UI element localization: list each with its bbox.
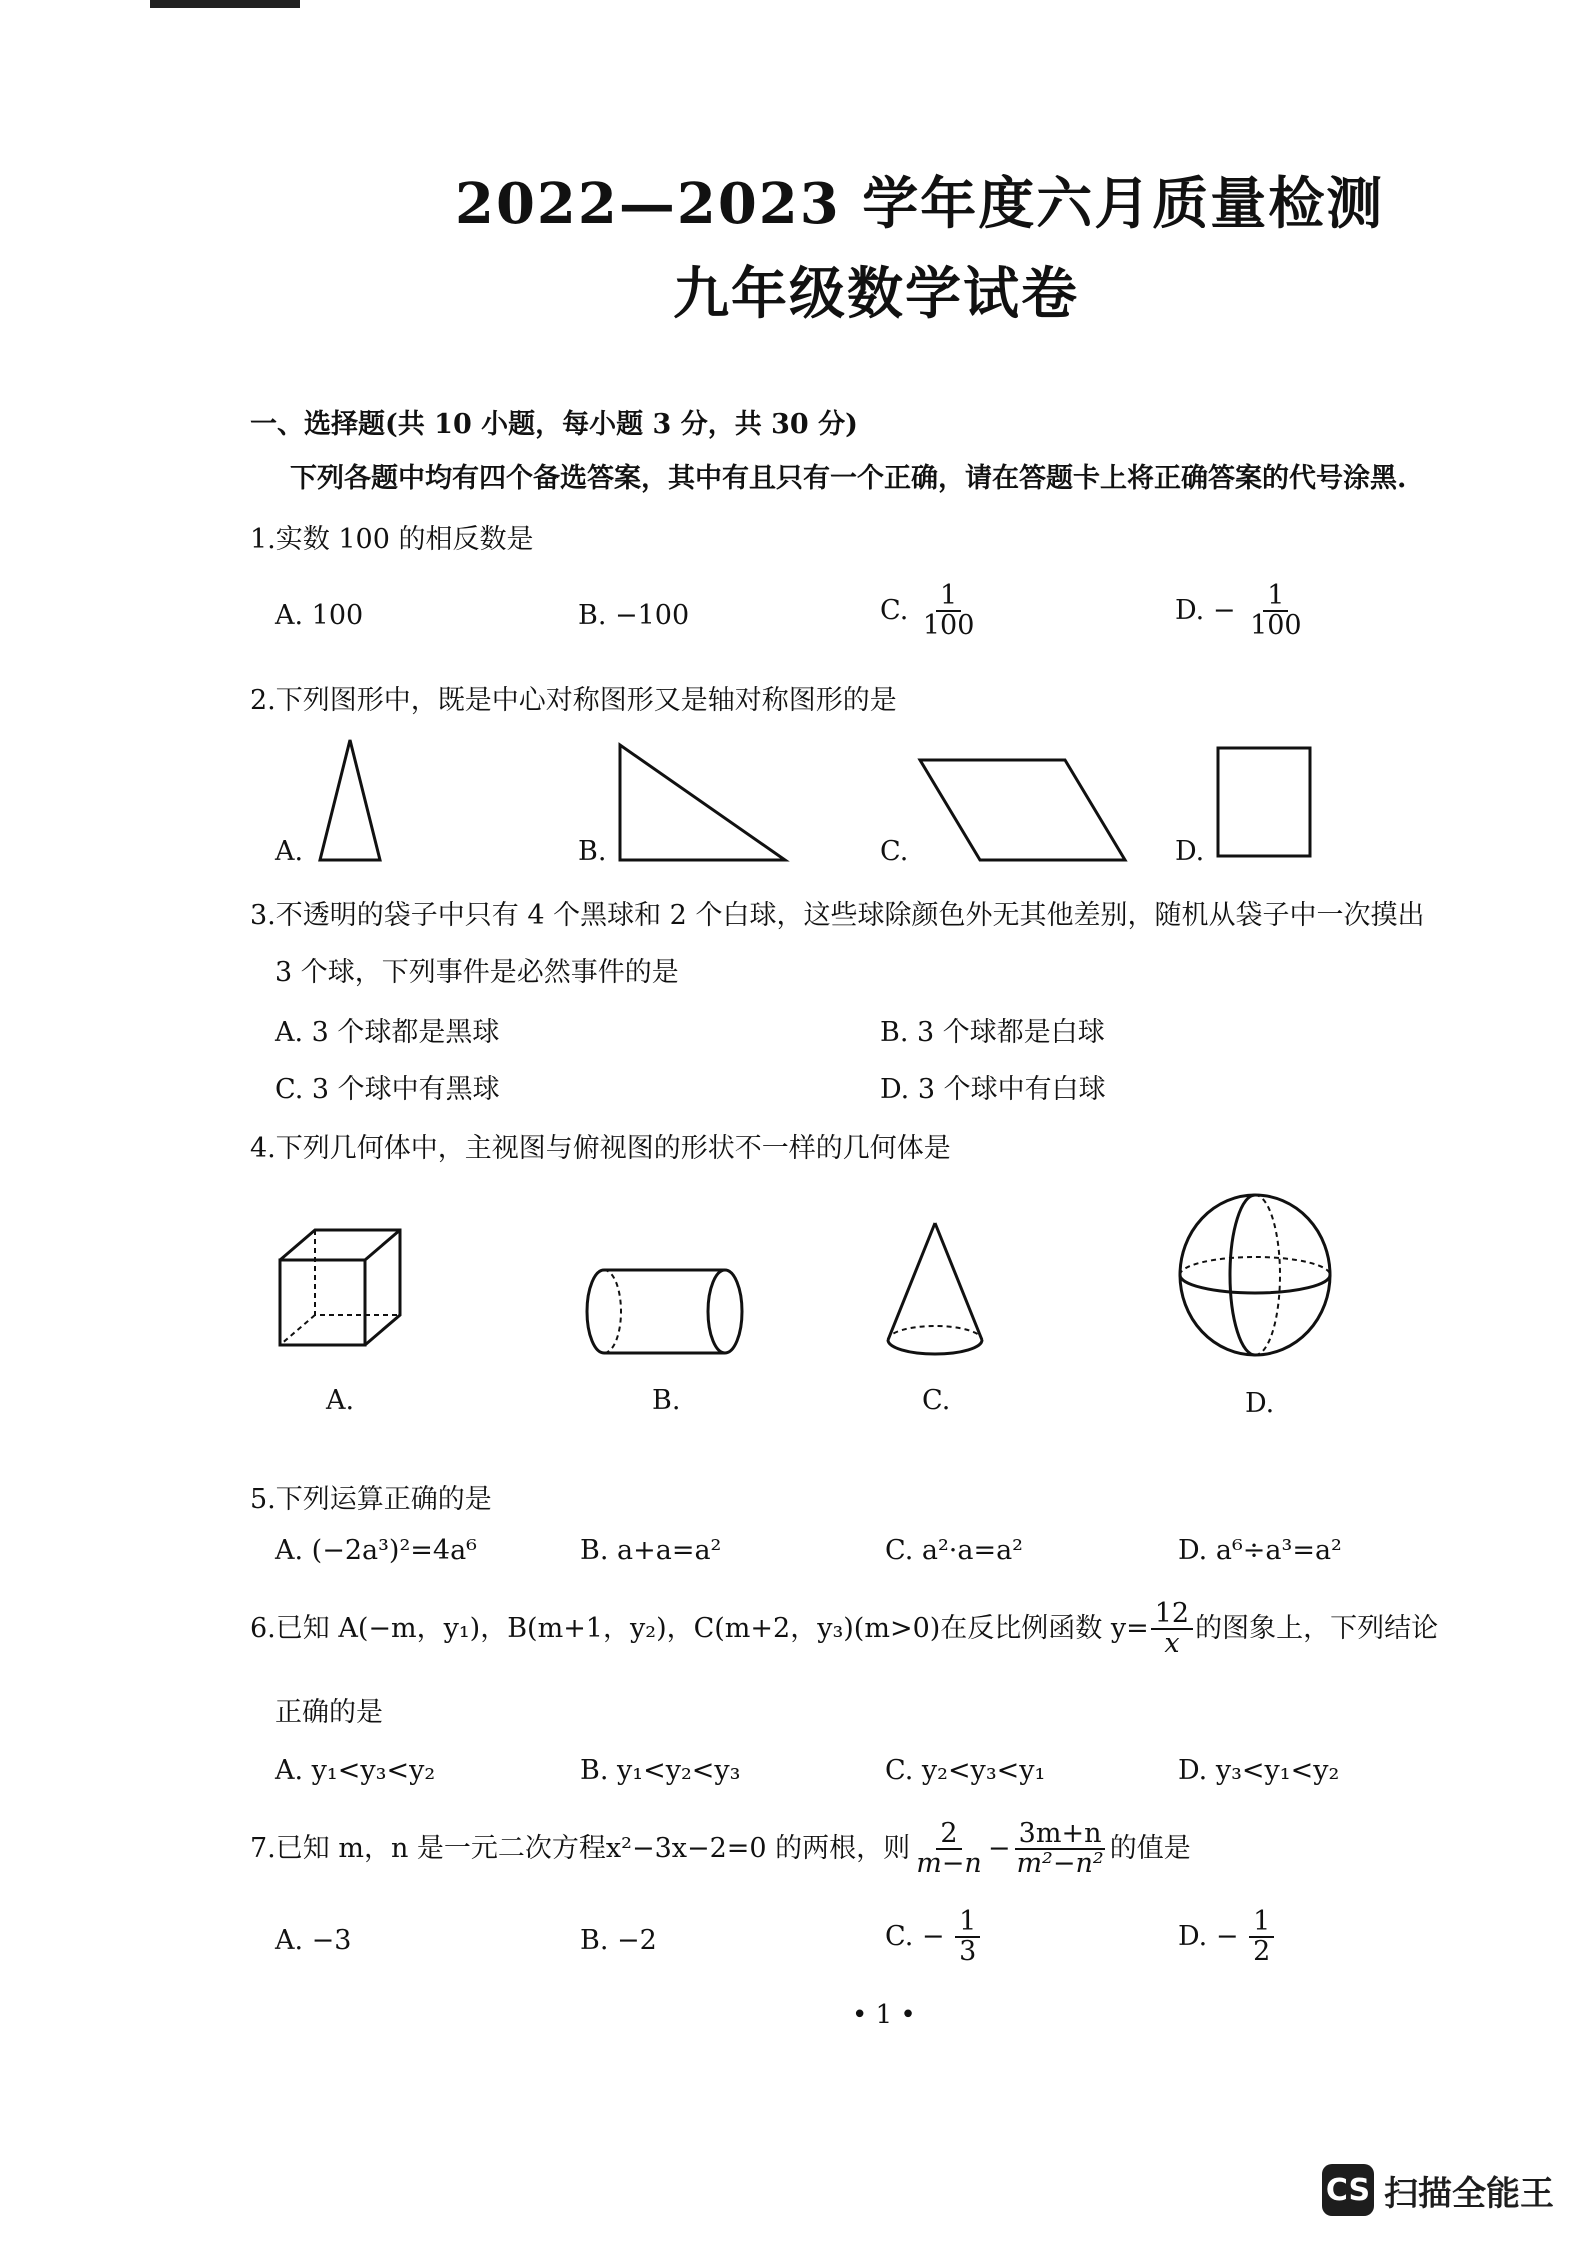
q6-option-b: B. y₁<y₂<y₃ xyxy=(580,1755,741,1786)
q6-option-a: A. y₁<y₃<y₂ xyxy=(275,1755,436,1786)
q7-fraction-1-den: m−n xyxy=(916,1848,982,1880)
q1-option-d-num: 1 xyxy=(1263,582,1288,612)
q5-stem: 5.下列运算正确的是 xyxy=(250,1484,492,1515)
q6-option-c: C. y₂<y₃<y₁ xyxy=(885,1755,1046,1786)
q6-stem-post: 的图象上，下列结论 xyxy=(1195,1612,1439,1644)
q1-option-c-prefix: C. xyxy=(880,594,909,626)
q5-option-d: D. a⁶÷a³=a² xyxy=(1178,1535,1342,1566)
page-number: • 1 • xyxy=(852,2000,916,2030)
q1-option-d xyxy=(1175,582,1308,641)
q2-option-d-label: D. xyxy=(1175,836,1205,867)
q7-fraction-1 xyxy=(912,1820,986,1879)
q1-option-d-fraction xyxy=(1246,582,1306,641)
q6-fraction-num: 12 xyxy=(1151,1600,1193,1630)
q7-option-c-den: 3 xyxy=(959,1936,977,1968)
exam-title-line1: 2022—2023 学年度六月质量检测 xyxy=(455,171,1385,237)
q4-cylinder-figure xyxy=(582,1265,747,1360)
q7-option-d-den: 2 xyxy=(1253,1936,1271,1968)
q7-option-a: A. −3 xyxy=(275,1925,352,1956)
q2-rectangle-figure xyxy=(1215,745,1315,860)
q2-option-b-label: B. xyxy=(578,836,607,867)
q1-option-d-den: 100 xyxy=(1250,610,1302,642)
q7-stem-pre: 7.已知 m，n 是一元二次方程x²−3x−2=0 的两根，则 xyxy=(250,1832,911,1864)
q3-option-a: A. 3 个球都是黑球 xyxy=(275,1017,500,1048)
q2-stem: 2.下列图形中，既是中心对称图形又是轴对称图形的是 xyxy=(250,685,897,716)
q4-option-a-label: A. xyxy=(326,1385,355,1416)
q3-option-b: B. 3 个球都是白球 xyxy=(880,1017,1105,1048)
q3-option-d: D. 3 个球中有白球 xyxy=(880,1074,1106,1105)
q1-option-c-den: 100 xyxy=(922,610,975,642)
scanner-watermark-text: 扫描全能王 xyxy=(1384,2173,1554,2214)
q1-option-c xyxy=(880,582,980,641)
q2-option-c-label: C. xyxy=(880,836,909,867)
q6-stem-line1 xyxy=(250,1600,1438,1659)
q1-option-a: A. 100 xyxy=(275,600,364,631)
q5-option-c: C. a²·a=a² xyxy=(885,1535,1024,1566)
q2-isosceles-triangle-figure xyxy=(315,735,385,865)
q7-fraction-1-num: 2 xyxy=(936,1820,961,1850)
q4-sphere-figure xyxy=(1175,1190,1335,1360)
q2-parallelogram-figure xyxy=(915,755,1130,865)
q4-option-b-label: B. xyxy=(652,1385,681,1416)
q4-option-d-label: D. xyxy=(1245,1388,1275,1419)
q3-option-c: C. 3 个球中有黑球 xyxy=(275,1074,500,1105)
q7-option-d-fraction xyxy=(1249,1908,1274,1967)
q7-stem-post: 的值是 xyxy=(1109,1832,1191,1864)
q6-option-d: D. y₃<y₁<y₂ xyxy=(1178,1755,1340,1786)
q7-fraction-2-num: 3m+n xyxy=(1015,1820,1106,1850)
q3-stem-line2: 3 个球，下列事件是必然事件的是 xyxy=(275,957,679,988)
section-heading: 一、选择题(共 10 小题，每小题 3 分，共 30 分) xyxy=(250,409,858,440)
q7-option-d-num: 1 xyxy=(1249,1908,1274,1938)
q7-minus: − xyxy=(987,1832,1011,1864)
q1-stem: 1.实数 100 的相反数是 xyxy=(250,524,534,555)
q1-option-c-num: 1 xyxy=(936,582,961,612)
q3-stem-line1: 3.不透明的袋子中只有 4 个黑球和 2 个白球，这些球除颜色外无其他差别，随机从袋子中一次摸出 xyxy=(250,900,1425,931)
q6-fraction xyxy=(1151,1600,1193,1659)
q7-option-c-fraction xyxy=(955,1908,980,1967)
q4-option-c-label: C. xyxy=(922,1385,951,1416)
q4-cone-figure xyxy=(880,1218,990,1363)
q4-cube-figure xyxy=(275,1225,405,1355)
top-edge-mark xyxy=(150,0,300,8)
q7-option-c xyxy=(885,1908,982,1967)
q7-option-d xyxy=(1178,1908,1276,1967)
q2-right-triangle-figure xyxy=(615,740,795,865)
scanner-watermark xyxy=(1322,2164,1554,2216)
q7-option-c-prefix: C. − xyxy=(885,1920,945,1952)
q5-option-b: B. a+a=a² xyxy=(580,1535,722,1566)
q6-stem-pre: 6.已知 A(−m，y₁)，B(m+1，y₂)，C(m+2，y₃)(m>0)在反比例函数 y= xyxy=(250,1612,1149,1644)
q5-option-a: A. (−2a³)²=4a⁶ xyxy=(275,1535,477,1566)
q7-option-b: B. −2 xyxy=(580,1925,657,1956)
q1-option-d-prefix: D. − xyxy=(1175,594,1236,626)
q7-option-c-num: 1 xyxy=(955,1908,980,1938)
q1-option-b: B. −100 xyxy=(578,600,690,631)
q6-stem-line2: 正确的是 xyxy=(275,1697,383,1728)
section-instruction: 下列各题中均有四个备选答案，其中有且只有一个正确，请在答题卡上将正确答案的代号涂黑. xyxy=(290,463,1407,494)
q4-stem: 4.下列几何体中，主视图与俯视图的形状不一样的几何体是 xyxy=(250,1133,951,1164)
q6-fraction-den: x xyxy=(1164,1628,1180,1660)
exam-title-line2: 九年级数学试卷 xyxy=(673,261,1079,327)
scanner-logo-icon: CS xyxy=(1322,2164,1374,2216)
q7-fraction-2-den: m²−n² xyxy=(1016,1848,1104,1880)
q1-option-c-fraction xyxy=(919,582,979,641)
q2-option-a-label: A. xyxy=(275,836,304,867)
q7-fraction-2 xyxy=(1012,1820,1107,1879)
q7-stem xyxy=(250,1820,1191,1879)
q7-option-d-prefix: D. − xyxy=(1178,1920,1239,1952)
